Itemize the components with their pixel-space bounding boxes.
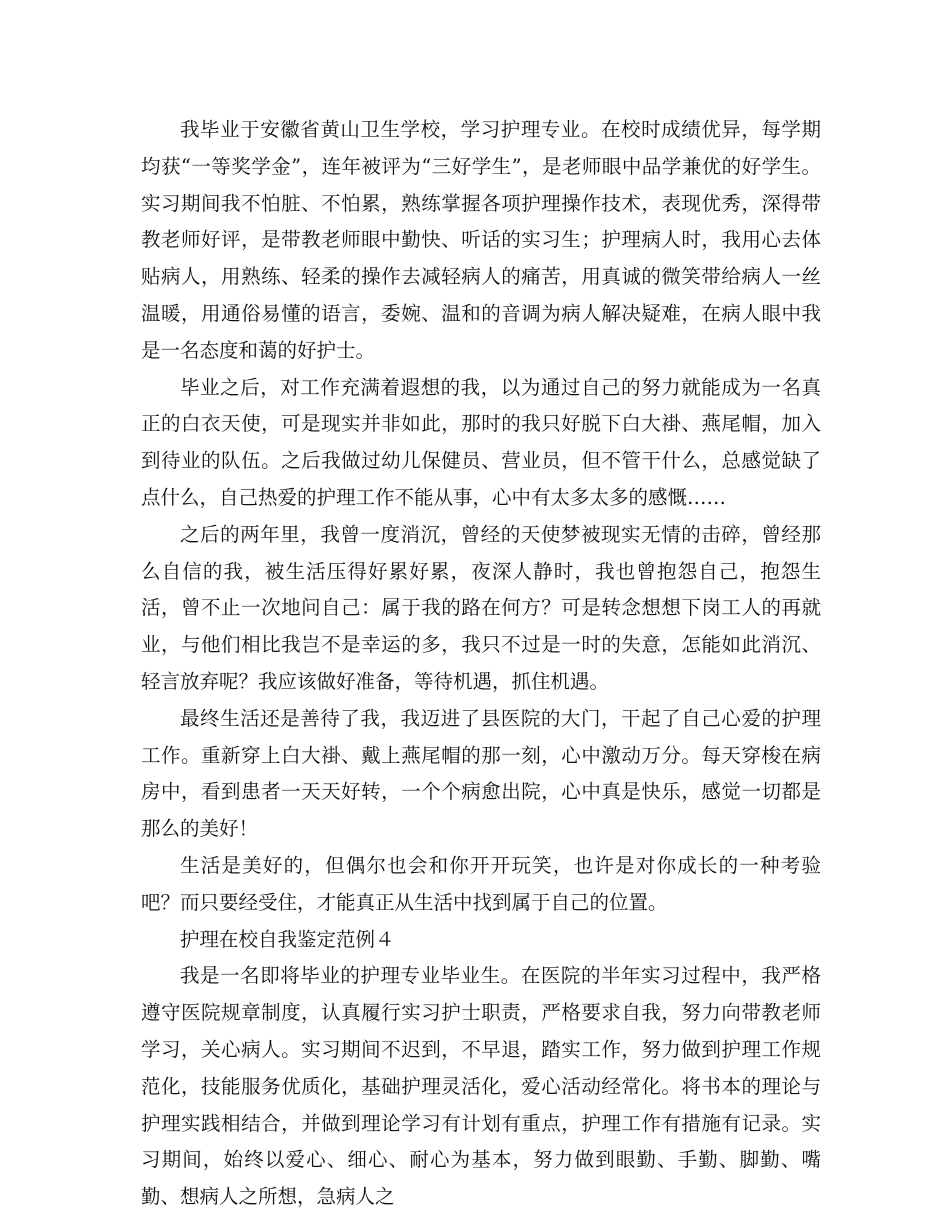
document-body <box>141 112 821 1216</box>
paragraph-after-graduation: 毕业之后，对工作充满着遐想的我，以为通过自己的努力就能成为一名真正的白衣天使，可是现实并非如此，那时的我只好脱下白大褂、燕尾帽，加入到待业的队伍。之后我做过幼儿保健员、营业员，但不管干什么，总感觉缺了点什么，自己热爱的护理工作不能从事，心中有太多太多的感慨…… <box>141 375 821 509</box>
paragraph-hospital: 最终生活还是善待了我，我迈进了县医院的大门，干起了自己心爱的护理工作。重新穿上白大褂、戴上燕尾帽的那一刻，心中激动万分。每天穿梭在病房中，看到患者一天天好转，一个个病愈出院，心中真是快乐，感觉一切都是那么的美好！ <box>141 706 821 841</box>
paragraph-education: 我毕业于安徽省黄山卫生学校，学习护理专业。在校时成绩优异，每学期均获“一等奖学金”，连年被评为“三好学生”，是老师眼中品学兼优的好学生。实习期间我不怕脏、不怕累，熟练掌握各项护理操作技术，表现优秀，深得带教老师好评，是带教老师眼中勤快、听话的实习生；护理病人时，我用心去体贴病人，用熟练、轻柔的操作去减轻病人的痛苦，用真诚的微笑带给病人一丝温暖，用通俗易懂的语言，委婉、温和的音调为病人解决疑难，在病人眼中我是一名态度和蔼的好护士。 <box>141 118 821 362</box>
paragraph-life: 生活是美好的，但偶尔也会和你开开玩笑，也许是对你成长的一种考验吧？而只要经受住，才能真正从生活中找到属于自己的位置。 <box>141 853 821 914</box>
section-heading: 护理在校自我鉴定范例４ <box>180 927 395 951</box>
paragraph-internship: 我是一名即将毕业的护理专业毕业生。在医院的半年实习过程中，我严格遵守医院规章制度，认真履行实习护士职责，严格要求自我，努力向带教老师学习，关心病人。实习期间不迟到，不早退，踏实工作，努力做到护理工作规范化，技能服务优质化，基础护理灵活化，爱心活动经常化。将书本的理论与护理实践相结合，并做到理论学习有计划有重点，护理工作有措施有记录。实习期间，始终以爱心、细心、耐心为基本，努力做到眼勤、手勤、脚勤、嘴勤、想病人之所想，急病人之 <box>141 964 821 1209</box>
paragraph-two-years: 之后的两年里，我曾一度消沉，曾经的天使梦被现实无情的击碎，曾经那么自信的我，被生活压得好累好累，夜深人静时，我也曾抱怨自己，抱怨生活，曾不止一次地问自己：属于我的路在何方？可是转念想想下岗工人的再就业，与他们相比我岂不是幸运的多，我只不过是一时的失意，怎能如此消沉、轻言放弃呢？我应该做好准备，等待机遇，抓住机遇。 <box>141 522 821 693</box>
